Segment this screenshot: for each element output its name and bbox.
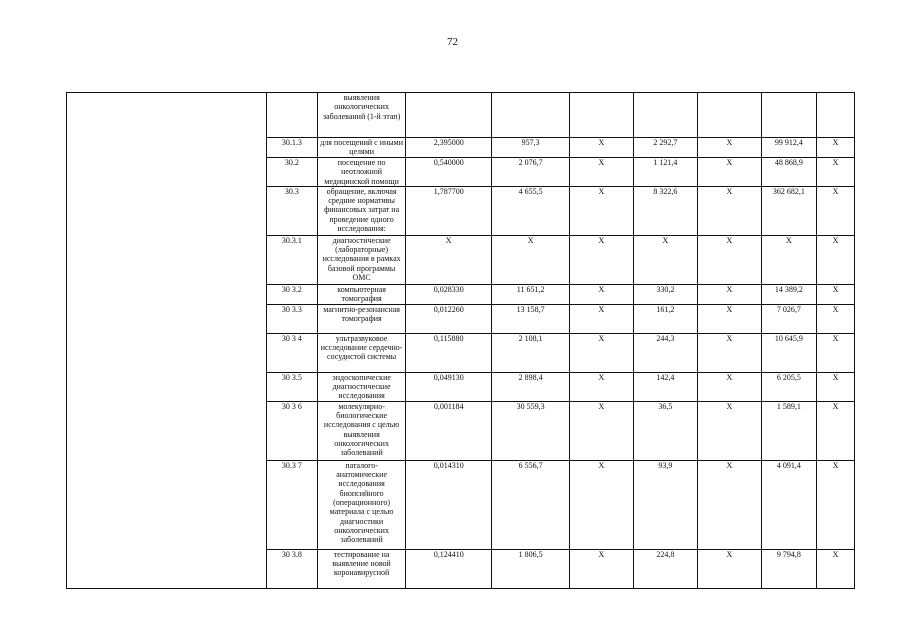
cell-value: 8 322,6 [633,186,698,235]
cell-value: X [817,549,855,588]
cell-value: X [817,284,855,304]
financing-table [66,92,855,589]
cell-value: X [570,401,634,460]
row-name: для посещений с иными целями [318,138,406,158]
cell-value: 6 556,7 [492,460,570,549]
cell-value: X [761,235,816,284]
cell-value [570,93,634,138]
row-name: тестирование на выявление новой коронавирусной [318,549,406,588]
cell-value: 7 026,7 [761,304,816,333]
cell-value: 11 651,2 [492,284,570,304]
cell-value: X [570,284,634,304]
cell-value: X [570,158,634,187]
row-code: 30.2 [266,158,317,187]
cell-value: X [698,460,762,549]
row-name: паталого-анатомические исследования биопсийного (операционного) материала с целью диагностики онкологических заболеваний [318,460,406,549]
cell-value: X [570,333,634,372]
row-code: 30.3 [266,186,317,235]
cell-value: X [817,138,855,158]
cell-value: 957,3 [492,138,570,158]
cell-value: X [817,401,855,460]
cell-value: X [492,235,570,284]
cell-value: X [698,235,762,284]
cell-value: 36,5 [633,401,698,460]
cell-value: 0,540000 [406,158,492,187]
cell-value: 93,9 [633,460,698,549]
cell-value [761,93,816,138]
cell-value: X [698,138,762,158]
cell-value: 2 108,1 [492,333,570,372]
cell-value: 161,2 [633,304,698,333]
cell-value: 0,012260 [406,304,492,333]
page-number: 72 [447,36,458,48]
cell-value: 2 898,4 [492,372,570,401]
row-name: выявления онкологических заболеваний (1-й этап) [318,93,406,138]
cell-value: X [698,158,762,187]
cell-value: X [570,235,634,284]
cell-value: 13 158,7 [492,304,570,333]
row-name: эндоскопические диагностические исследования [318,372,406,401]
cell-value: 330,2 [633,284,698,304]
cell-value: X [570,460,634,549]
row-code: 30 3 4 [266,333,317,372]
merged-blank-cell [67,93,267,589]
cell-value: 1 589,1 [761,401,816,460]
cell-value: 99 912,4 [761,138,816,158]
cell-value: X [406,235,492,284]
cell-value: 2 292,7 [633,138,698,158]
cell-value: 0,028330 [406,284,492,304]
cell-value: 48 868,9 [761,158,816,187]
cell-value [817,93,855,138]
cell-value: 1 121,4 [633,158,698,187]
cell-value: 0,001184 [406,401,492,460]
cell-value: 1 806,5 [492,549,570,588]
cell-value: 9 794,8 [761,549,816,588]
row-code: 30.1.3 [266,138,317,158]
row-code: 30 3.5 [266,372,317,401]
cell-value: X [698,186,762,235]
cell-value: X [817,304,855,333]
row-name: ультразвуковое исследование сердечно-сосудистой системы [318,333,406,372]
cell-value: 6 205,5 [761,372,816,401]
row-code: 30 3.2 [266,284,317,304]
cell-value: 30 559,3 [492,401,570,460]
cell-value: 14 389,2 [761,284,816,304]
cell-value: 0,014310 [406,460,492,549]
row-name: посещение по неотложной медицинской помощи [318,158,406,187]
row-code: 30.3 7 [266,460,317,549]
cell-value: 2,395000 [406,138,492,158]
cell-value: 0,124410 [406,549,492,588]
row-name: магнитно-резонансная томография [318,304,406,333]
row-name: компьютерная томография [318,284,406,304]
row-code: 30 3.8 [266,549,317,588]
row-code: 30 3 6 [266,401,317,460]
cell-value: 0,049130 [406,372,492,401]
cell-value: X [817,186,855,235]
cell-value: 224,8 [633,549,698,588]
cell-value: X [698,333,762,372]
table-row [67,93,855,138]
cell-value: 142,4 [633,372,698,401]
cell-value: X [817,158,855,187]
cell-value: X [817,460,855,549]
cell-value: X [817,235,855,284]
cell-value: X [633,235,698,284]
cell-value [698,93,762,138]
cell-value: X [570,372,634,401]
cell-value: 362 682,1 [761,186,816,235]
cell-value: X [698,372,762,401]
cell-value: X [817,333,855,372]
cell-value: 4 655,5 [492,186,570,235]
row-code: 30 3.3 [266,304,317,333]
row-name: диагностические (лабораторные) исследования в рамках базовой программы ОМС [318,235,406,284]
cell-value: 10 645,9 [761,333,816,372]
cell-value: X [698,401,762,460]
cell-value: X [570,138,634,158]
cell-value: X [698,304,762,333]
cell-value: 2 076,7 [492,158,570,187]
cell-value: 244,3 [633,333,698,372]
cell-value: X [698,549,762,588]
cell-value: X [570,304,634,333]
cell-value: 0,115880 [406,333,492,372]
row-code [266,93,317,138]
cell-value: X [570,549,634,588]
cell-value: X [570,186,634,235]
row-code: 30.3.1 [266,235,317,284]
cell-value: 1,787700 [406,186,492,235]
row-name: обращение, включая средние нормативы финансовых затрат на проведение одного исследования: [318,186,406,235]
row-name: молекулярно-биологические исследования с целью выявления онкологических заболеваний [318,401,406,460]
cell-value [633,93,698,138]
cell-value: X [698,284,762,304]
cell-value: X [817,372,855,401]
cell-value: 4 091,4 [761,460,816,549]
cell-value [492,93,570,138]
cell-value [406,93,492,138]
